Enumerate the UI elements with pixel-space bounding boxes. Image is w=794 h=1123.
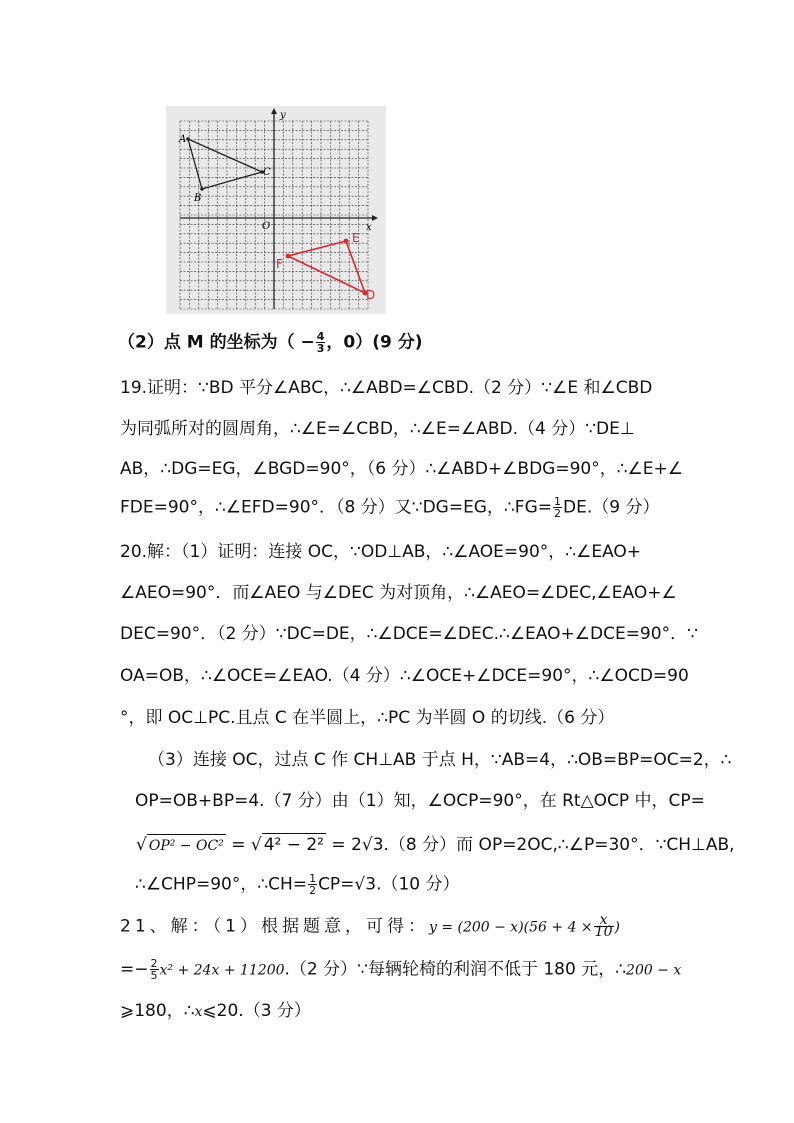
line-q19-1: 19.证明：∵BD 平分∠ABC，∴∠ABD=∠CBD.（2 分）∵∠E 和∠CBD [120,378,653,398]
line-q20-7: OP=OB+BP=4.（7 分）由（1）知，∠OCP=90°，在 Rt△OCP 中，CP= [135,791,705,811]
point-a [186,137,190,141]
x-axis-arrow [372,215,378,221]
label-c: C [263,167,271,178]
text-part: 21、解：（1）根据题意，可得： [120,916,429,937]
label-b: B [194,193,202,204]
line-q21-2 [120,958,794,982]
line-q21-3 [120,1000,794,1023]
sqrt-sign: √ [136,835,147,855]
text-part: （2）点 M 的坐标为（ − [118,332,315,353]
point-b [200,187,204,191]
math-expr: x² + 24x + 11200 [159,962,285,979]
text-part: ∴∠CHP=90°，∴CH= [135,874,308,895]
text-part: =− [120,959,149,980]
text-part: CP=√3.（10 分） [318,874,460,895]
math-expr: y = (200 − x)(56 + 4 × [428,919,593,936]
text-part: .（2 分）∵每辆轮椅的利润不低于 180 元，∴ [284,959,627,980]
text-part: ⩾180，∴ [120,1001,195,1021]
math-expr: ) [614,919,620,936]
point-f [286,254,291,259]
line-q18-2 [118,331,794,354]
math-expr: x [194,1004,203,1020]
y-axis-label: y [280,110,286,121]
math-expr: 200 − x [626,962,682,979]
label-f: F [276,257,283,271]
line-q20-1: 20.解：（1）证明：连接 OC，∵OD⊥AB，∴∠AOE=90°，∴∠EAO+ [120,542,642,562]
radicand: 4² − 2² [263,835,325,855]
line-q19-3: AB，∴DG=EG，∠BGD=90°，（6 分）∴∠ABD+∠BDG=90°，∴∠E+∠ [120,459,684,479]
label-e: E [352,231,360,245]
grid-svg [166,106,386,314]
line-q20-3: DEC=90°．（2 分）∵DC=DE，∴∠DCE=∠DEC.∴∠EAO+∠DCE=90°．∵ [120,624,698,644]
line-q19-2: 为同弧所对的圆周角，∴∠E=∠CBD，∴∠E=∠ABD.（4 分）∵DE⊥ [120,419,635,439]
label-a: A [179,134,187,145]
text-part: ⩽20.（3 分） [202,1001,311,1021]
text-part: DE.（9 分） [563,497,660,518]
line-q20-9 [135,873,794,896]
text-part: = 2√3.（8 分）而 OP=2OC,∴∠P=30°．∵CH⊥AB, [326,835,735,855]
line-q20-4: OA=OB，∴∠OCE=∠EAO.（4 分）∴∠OCE+∠DCE=90°，∴∠OCD=90 [120,666,689,686]
triangle-abc [188,139,262,189]
line-q20-2: ∠AEO=90°．而∠AEO 与∠DEC 为对顶角，∴∠AEO=∠DEC,∠EAO+∠ [120,583,677,603]
label-d: D [366,288,376,302]
x-axis-label: x [366,222,372,233]
text-part: = √ [225,835,262,855]
fraction: $\frac{4}{3}$ [316,330,325,355]
text-part: ，0）(9 分) [326,332,423,353]
origin-label: O [262,221,271,232]
fraction: $\frac{2}{5}$ [150,957,158,982]
line-q20-8 [136,833,794,857]
point-e [344,239,349,244]
fraction: $\frac{x}{10}$ [594,912,613,940]
fraction: $\frac{1}{2}$ [309,872,317,897]
line-q20-5: °，即 OC⊥PC.且点 C 在半圆上，∴PC 为半圆 O 的切线.（6 分） [120,708,615,728]
radicand: OP² − OC² [147,834,226,857]
line-q19-4 [120,496,794,519]
coordinate-grid-figure [166,106,386,314]
y-axis-arrow [271,108,277,114]
line-q21-1 [120,912,794,940]
text-part: FDE=90°，∴∠EFD=90°．（8 分）又∵DG=EG，∴FG= [120,497,552,518]
triangle-efd [288,241,365,293]
line-q20-6: （3）连接 OC，过点 C 作 CH⊥AB 于点 H，∵AB=4，∴OB=BP=OC=2，∴ [148,750,732,770]
fraction: $\frac{1}{2}$ [554,495,561,520]
